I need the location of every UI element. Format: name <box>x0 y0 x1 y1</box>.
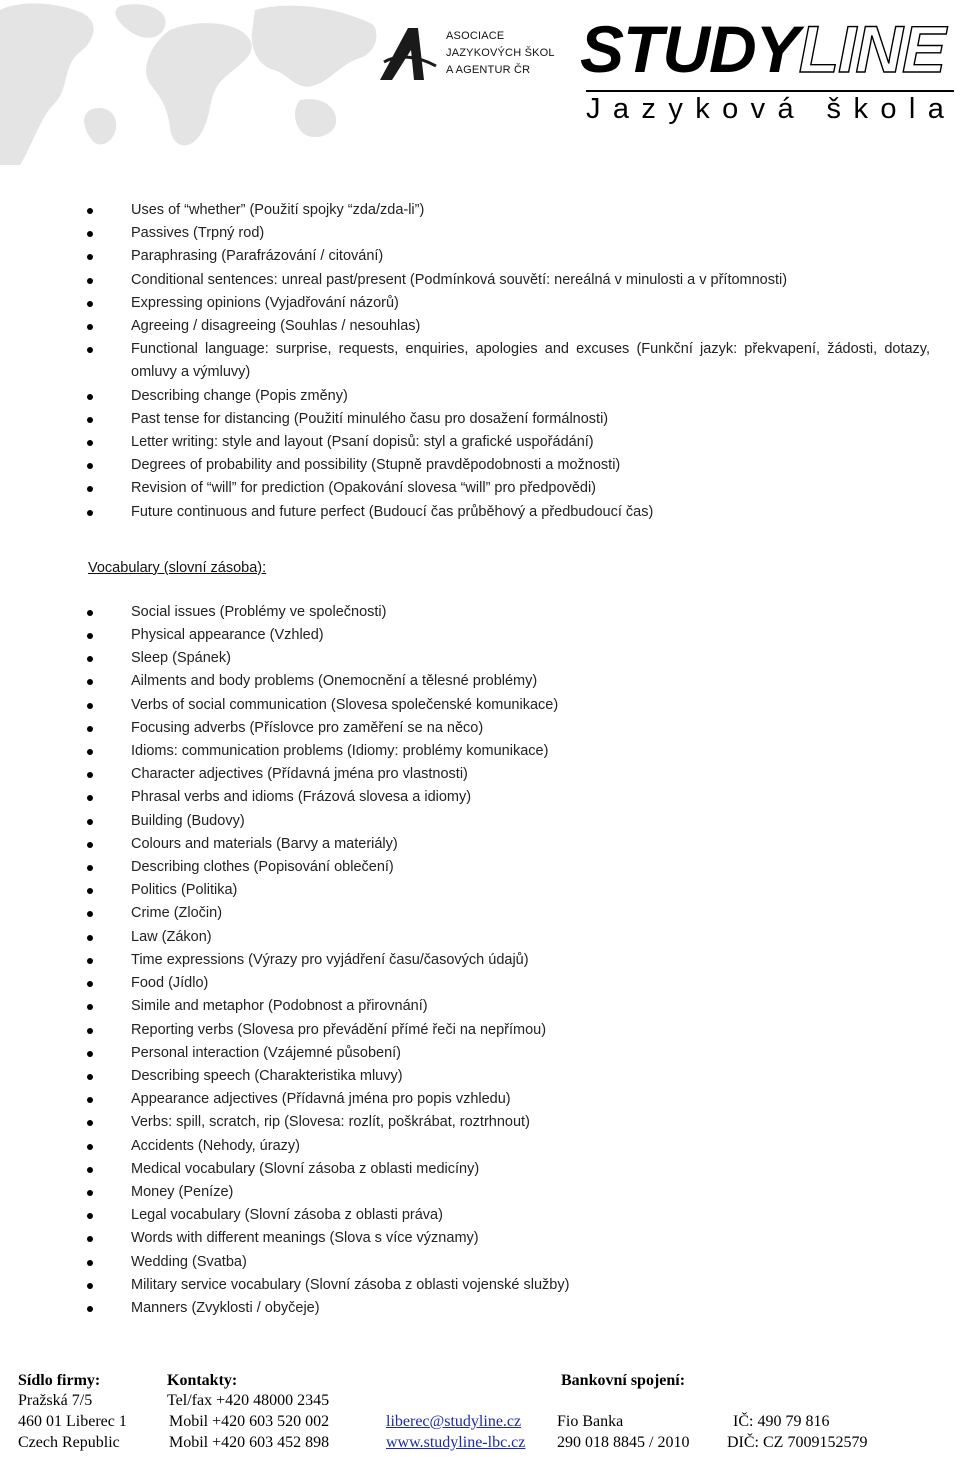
list-item: Phrasal verbs and idioms (Frázová slovesa a idiomy) <box>0 786 960 809</box>
list-item: Conditional sentences: unreal past/present (Podmínková souvětí: nereálná v minulosti a v přítomnosti) <box>0 269 960 292</box>
bullet-icon <box>87 842 93 848</box>
list-item: Letter writing: style and layout (Psaní dopisů: styl a grafické uspořádání) <box>0 431 960 454</box>
bullet-icon <box>87 1074 93 1080</box>
vocabulary-list <box>0 601 960 1320</box>
list-item: Food (Jídlo) <box>0 972 960 995</box>
bullet-icon <box>87 486 93 492</box>
vocabulary-heading: Vocabulary (slovní zásoba): <box>88 559 267 576</box>
brand-subtitle: Jazyková škola <box>586 93 957 125</box>
brand-wordmark <box>580 12 945 86</box>
bullet-icon <box>87 703 93 709</box>
bullet-icon <box>87 208 93 214</box>
list-item: Law (Zákon) <box>0 926 960 949</box>
bullet-icon <box>87 254 93 260</box>
list-item: Character adjectives (Přídavná jména pro vlastnosti) <box>0 763 960 786</box>
bullet-icon <box>87 795 93 801</box>
association-emblem-icon <box>378 26 440 82</box>
bullet-icon <box>87 324 93 330</box>
list-item: Colours and materials (Barvy a materiály) <box>0 833 960 856</box>
contacts-heading: Kontakty: <box>167 1372 238 1389</box>
tax-id: DIČ: CZ 7009152579 <box>727 1434 868 1451</box>
bullet-icon <box>87 749 93 755</box>
list-item: Wedding (Svatba) <box>0 1251 960 1274</box>
seat-line-3: Czech Republic <box>18 1434 120 1451</box>
website-link[interactable]: www.studyline-lbc.cz <box>386 1434 526 1451</box>
bullet-icon <box>87 417 93 423</box>
list-item: Describing change (Popis změny) <box>0 385 960 408</box>
email-link[interactable]: liberec@studyline.cz <box>386 1413 522 1430</box>
list-item: Personal interaction (Vzájemné působení) <box>0 1042 960 1065</box>
list-item: Functional language: surprise, requests, enquiries, apologies and excuses (Funkční jazyk: překvapení, žádosti, dotazy, omluvy a výmluvy) <box>0 338 960 384</box>
contact-line-2: Mobil +420 603 520 002 <box>169 1413 330 1430</box>
list-item: Ailments and body problems (Onemocnění a tělesné problémy) <box>0 670 960 693</box>
association-line-2: JAZYKOVÝCH ŠKOL <box>446 47 555 59</box>
list-item: Expressing opinions (Vyjadřování názorů) <box>0 292 960 315</box>
list-item: Agreeing / disagreeing (Souhlas / nesouhlas) <box>0 315 960 338</box>
bullet-icon <box>87 231 93 237</box>
bullet-icon <box>87 656 93 662</box>
grammar-list <box>0 199 960 524</box>
bullet-icon <box>87 1236 93 1242</box>
list-item: Politics (Politika) <box>0 879 960 902</box>
seat-line-2: 460 01 Liberec 1 <box>18 1413 127 1430</box>
list-item: Passives (Trpný rod) <box>0 222 960 245</box>
bullet-icon <box>87 463 93 469</box>
bullet-icon <box>87 726 93 732</box>
list-item: Describing clothes (Popisování oblečení) <box>0 856 960 879</box>
bullet-icon <box>87 1190 93 1196</box>
bullet-icon <box>87 1306 93 1312</box>
list-item: Social issues (Problémy ve společnosti) <box>0 601 960 624</box>
list-item: Manners (Zvyklosti / obyčeje) <box>0 1297 960 1320</box>
list-item: Crime (Zločin) <box>0 902 960 925</box>
bank-account: 290 018 8845 / 2010 <box>557 1434 690 1451</box>
bullet-icon <box>87 772 93 778</box>
bullet-icon <box>87 394 93 400</box>
bullet-icon <box>87 888 93 894</box>
bullet-icon <box>87 1260 93 1266</box>
bullet-icon <box>87 1028 93 1034</box>
list-item: Paraphrasing (Parafrázování / citování) <box>0 245 960 268</box>
association-line-1: ASOCIACE <box>446 30 505 42</box>
brand-part-2: LINE <box>798 12 946 86</box>
bullet-icon <box>87 510 93 516</box>
bullet-icon <box>87 1283 93 1289</box>
bullet-icon <box>87 1051 93 1057</box>
list-item: Appearance adjectives (Přídavná jména pro popis vzhledu) <box>0 1088 960 1111</box>
list-item: Idioms: communication problems (Idiomy: problémy komunikace) <box>0 740 960 763</box>
bullet-icon <box>87 1004 93 1010</box>
bullet-icon <box>87 440 93 446</box>
bank-name: Fio Banka <box>557 1413 624 1430</box>
bullet-icon <box>87 278 93 284</box>
document-body <box>0 199 960 1320</box>
brand-part-1: STUDY <box>580 12 799 86</box>
bullet-icon <box>87 679 93 685</box>
bullet-icon <box>87 981 93 987</box>
list-item: Future continuous and future perfect (Budoucí čas průběhový a předbudoucí čas) <box>0 501 960 524</box>
bullet-icon <box>87 301 93 307</box>
list-item: Medical vocabulary (Slovní zásoba z oblasti medicíny) <box>0 1158 960 1181</box>
page-footer <box>0 1368 960 1457</box>
seat-line-1: Pražská 7/5 <box>18 1392 93 1409</box>
studyline-logo <box>580 12 960 127</box>
list-item: Focusing adverbs (Příslovce pro zaměření se na něco) <box>0 717 960 740</box>
bullet-icon <box>87 1213 93 1219</box>
list-item: Reporting verbs (Slovesa pro převádění přímé řeči na nepřímou) <box>0 1019 960 1042</box>
bullet-icon <box>87 935 93 941</box>
list-item: Sleep (Spánek) <box>0 647 960 670</box>
list-item: Revision of “will” for prediction (Opakování slovesa “will” pro předpovědi) <box>0 477 960 500</box>
list-item: Verbs: spill, scratch, rip (Slovesa: rozlít, poškrábat, roztrhnout) <box>0 1111 960 1134</box>
world-map-watermark <box>0 0 380 165</box>
list-item: Legal vocabulary (Slovní zásoba z oblasti práva) <box>0 1204 960 1227</box>
list-item: Building (Budovy) <box>0 810 960 833</box>
list-item: Describing speech (Charakteristika mluvy) <box>0 1065 960 1088</box>
bullet-icon <box>87 1120 93 1126</box>
company-id: IČ: 490 79 816 <box>733 1413 830 1430</box>
list-item: Military service vocabulary (Slovní zásoba z oblasti vojenské služby) <box>0 1274 960 1297</box>
list-item: Time expressions (Výrazy pro vyjádření času/časových údajů) <box>0 949 960 972</box>
bullet-icon <box>87 610 93 616</box>
bullet-icon <box>87 633 93 639</box>
contact-line-3: Mobil +420 603 452 898 <box>169 1434 330 1451</box>
list-item: Physical appearance (Vzhled) <box>0 624 960 647</box>
bullet-icon <box>87 865 93 871</box>
list-item: Uses of “whether” (Použití spojky “zda/zda-li”) <box>0 199 960 222</box>
bullet-icon <box>87 1097 93 1103</box>
list-item: Money (Peníze) <box>0 1181 960 1204</box>
bank-heading: Bankovní spojení: <box>561 1372 686 1389</box>
list-item: Accidents (Nehody, úrazy) <box>0 1135 960 1158</box>
association-line-3: A AGENTUR ČR <box>446 64 531 76</box>
bullet-icon <box>87 1144 93 1150</box>
seat-heading: Sídlo firmy: <box>18 1372 101 1389</box>
list-item: Words with different meanings (Slova s více významy) <box>0 1227 960 1250</box>
bullet-icon <box>87 819 93 825</box>
bullet-icon <box>87 911 93 917</box>
bullet-icon <box>87 347 93 353</box>
list-item: Past tense for distancing (Použití minulého času pro dosažení formálnosti) <box>0 408 960 431</box>
list-item: Degrees of probability and possibility (Stupně pravděpodobnosti a možnosti) <box>0 454 960 477</box>
bullet-icon <box>87 1167 93 1173</box>
association-logo <box>378 22 578 86</box>
contact-line-1: Tel/fax +420 48000 2345 <box>167 1392 330 1409</box>
list-item: Verbs of social communication (Slovesa společenské komunikace) <box>0 694 960 717</box>
bullet-icon <box>87 958 93 964</box>
list-item: Simile and metaphor (Podobnost a přirovnání) <box>0 995 960 1018</box>
